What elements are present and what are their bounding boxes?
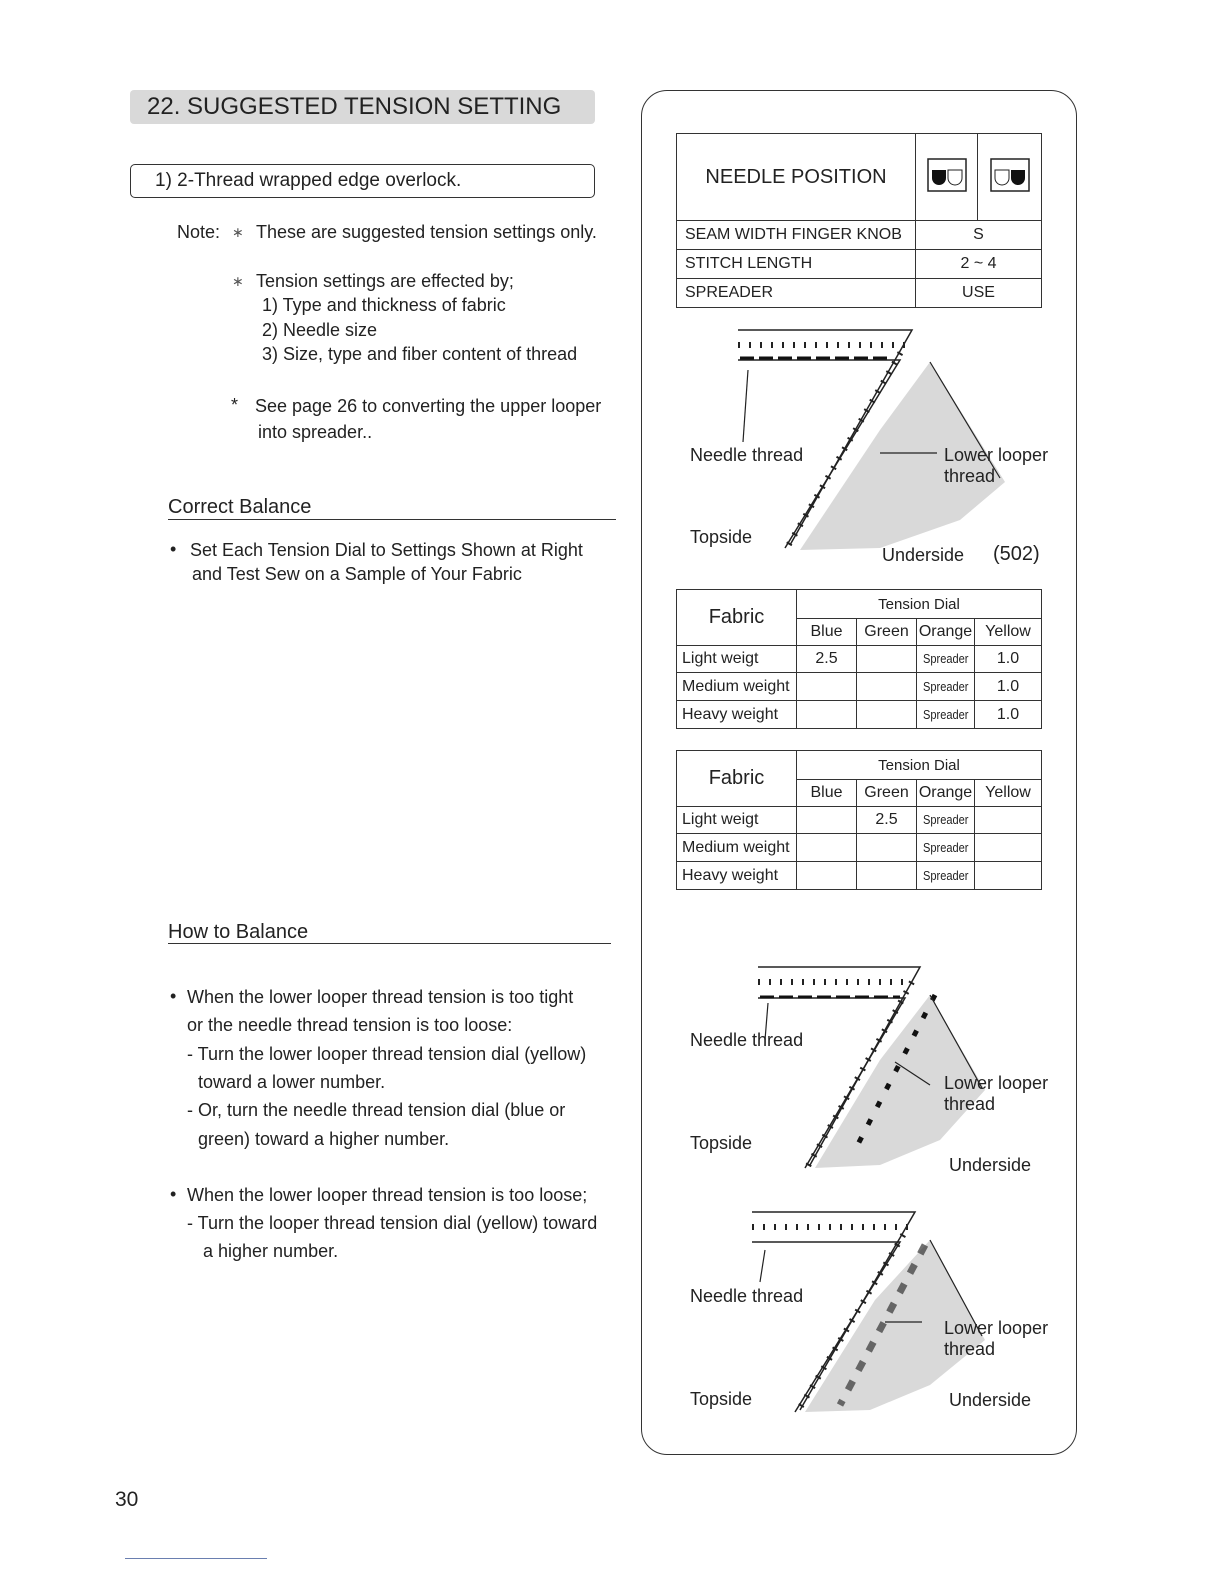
value-cell: [797, 807, 857, 834]
instruction-line: a higher number.: [203, 1241, 339, 1261]
needle-thread-label: Needle thread: [690, 445, 804, 465]
fabric-header: Fabric: [677, 751, 797, 807]
instruction-line: green) toward a higher number.: [198, 1129, 450, 1149]
tension-table-2: [676, 750, 1042, 890]
setting-label: STITCH LENGTH: [677, 250, 916, 279]
star-icon: *: [231, 395, 239, 415]
value-cell: Spreader: [922, 867, 969, 883]
lower-looper-label: thread: [944, 466, 996, 486]
instruction-line: toward a lower number.: [198, 1072, 386, 1092]
value-cell: [797, 834, 857, 862]
note-line: Tension settings are effected by;: [256, 271, 514, 291]
bullet-icon: •: [170, 986, 177, 1006]
topside-label: Topside: [690, 527, 753, 547]
underside-label: Underside: [882, 545, 965, 565]
fabric-cell: Medium weight: [677, 673, 797, 701]
asterisk-icon: ∗: [232, 273, 244, 289]
tension-dial-header: Tension Dial: [797, 590, 1042, 619]
value-cell: Spreader: [922, 651, 969, 666]
fabric-cell: Medium weight: [677, 834, 797, 862]
value-cell: Spreader: [922, 678, 969, 694]
note-line: See page 26 to converting the upper looper: [255, 396, 602, 416]
column-header: Green: [857, 619, 917, 646]
instruction-line: and Test Sew on a Sample of Your Fabric: [192, 564, 522, 584]
subsection-title: 1) 2-Thread wrapped edge overlock.: [130, 164, 595, 198]
note-label: Note:: [177, 222, 221, 242]
column-header: Blue: [797, 619, 857, 646]
underside-label: Underside: [949, 1390, 1032, 1410]
value-cell: [975, 807, 1042, 834]
section-title: 22. SUGGESTED TENSION SETTING: [130, 90, 595, 124]
bullet-icon: •: [170, 1184, 177, 1204]
fabric-header: Fabric: [677, 590, 797, 646]
setting-label: SPREADER: [677, 279, 916, 308]
column-header: Orange: [917, 780, 975, 807]
setting-label: SEAM WIDTH FINGER KNOB: [677, 221, 916, 250]
column-header: Yellow: [975, 619, 1042, 646]
lower-looper-label: thread: [944, 1339, 996, 1359]
note-item: 3) Size, type and fiber content of thread: [262, 344, 578, 364]
instruction-line: When the lower looper thread tension is too loose;: [187, 1185, 588, 1205]
value-cell: 1.0: [975, 701, 1042, 729]
asterisk-icon: ∗: [232, 224, 244, 240]
value-cell: [857, 834, 917, 862]
setting-value: USE: [916, 279, 1042, 308]
instruction-line: - Turn the lower looper thread tension dial (yellow): [187, 1044, 587, 1064]
stitch-diagram-loose: [752, 1212, 985, 1412]
underside-label: Underside: [949, 1155, 1032, 1175]
lower-looper-label: Lower looper: [944, 1073, 1049, 1093]
lower-looper-label: Lower looper: [944, 1318, 1049, 1338]
value-cell: Spreader: [922, 812, 969, 827]
value-cell: 1.0: [975, 673, 1042, 701]
instruction-line: Set Each Tension Dial to Settings Shown at Right: [190, 540, 583, 560]
value-cell: Spreader: [922, 706, 969, 722]
instruction-line: - Turn the looper thread tension dial (yellow) toward: [187, 1213, 598, 1233]
needle-thread-label: Needle thread: [690, 1286, 804, 1306]
value-cell: [975, 862, 1042, 890]
instruction-line: - Or, turn the needle thread tension dial (blue or: [187, 1100, 566, 1120]
topside-label: Topside: [690, 1133, 753, 1153]
value-cell: 1.0: [975, 646, 1042, 673]
stitch-diagram-tight: [758, 967, 985, 1168]
column-header: Green: [857, 780, 917, 807]
value-cell: Spreader: [922, 839, 969, 855]
instruction-line: When the lower looper thread tension is too tight: [187, 987, 574, 1007]
value-cell: [857, 701, 917, 729]
column-header: Orange: [917, 619, 975, 646]
column-header: Blue: [797, 780, 857, 807]
setting-value: 2 ~ 4: [916, 250, 1042, 279]
column-header: Yellow: [975, 780, 1042, 807]
fabric-cell: Light weigt: [677, 646, 797, 673]
fabric-cell: Light weigt: [677, 807, 797, 834]
needle-position-label: NEEDLE POSITION: [677, 134, 916, 221]
correct-balance-heading: Correct Balance: [168, 496, 312, 518]
value-cell: [857, 862, 917, 890]
value-cell: 2.5: [797, 646, 857, 673]
how-to-balance-heading: How to Balance: [168, 921, 309, 943]
value-cell: [797, 673, 857, 701]
value-cell: [857, 646, 917, 673]
value-cell: [797, 701, 857, 729]
needle-thread-label: Needle thread: [690, 1030, 804, 1050]
note-item: 2) Needle size: [262, 320, 378, 340]
note-line: into spreader..: [258, 422, 373, 442]
topside-label: Topside: [690, 1389, 753, 1409]
value-cell: [797, 862, 857, 890]
bullet-icon: •: [170, 539, 177, 559]
value-cell: [975, 834, 1042, 862]
value-cell: 2.5: [857, 807, 917, 834]
instruction-line: or the needle thread tension is too loose:: [187, 1015, 513, 1035]
tension-dial-header: Tension Dial: [797, 751, 1042, 780]
fabric-cell: Heavy weight: [677, 701, 797, 729]
stitch-diagram-502: [738, 330, 1005, 550]
value-cell: [857, 673, 917, 701]
note-line: These are suggested tension settings only.: [256, 222, 597, 242]
stitch-code: (502): [993, 543, 1040, 565]
lower-looper-label: Lower looper: [944, 445, 1049, 465]
tension-table-1: [676, 589, 1042, 729]
lower-looper-label: thread: [944, 1094, 996, 1114]
setting-value: S: [916, 221, 1042, 250]
note-item: 1) Type and thickness of fabric: [262, 295, 506, 315]
fabric-cell: Heavy weight: [677, 862, 797, 890]
page-number: 30: [115, 1488, 139, 1511]
